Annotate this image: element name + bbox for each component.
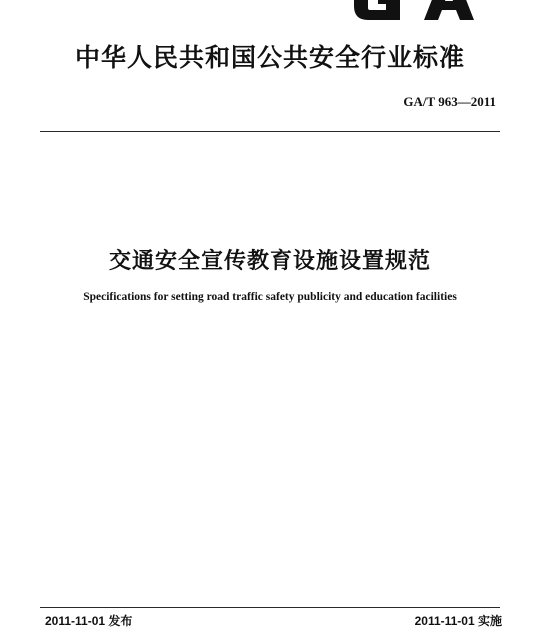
document-title-chinese: 交通安全宣传教育设施设置规范: [108, 249, 431, 274]
implementation-date: 2011-11-01 实施: [414, 614, 502, 628]
standard-number: GA/T 963—2011: [403, 94, 496, 109]
ga-logo: [350, 0, 474, 22]
footer-divider: [40, 607, 500, 608]
standard-category-title: 中华人民共和国公共安全行业标准: [74, 43, 465, 72]
document-title-english: Specifications for setting road traffic safety publicity and education facilities: [83, 291, 457, 303]
header-divider: [40, 131, 500, 132]
issue-date: 2011-11-01 发布: [45, 614, 133, 628]
